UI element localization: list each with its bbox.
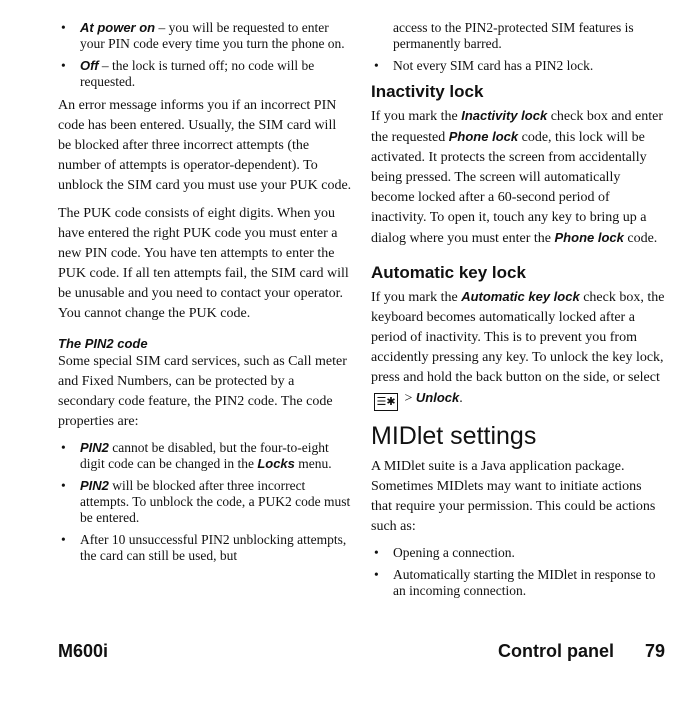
paragraph-text: code, this lock will be activated. It protects the screen from accidentally being pressed. The screen will automatically become locked after a 60-second period of inactivity. To open it, touch any key to bring up a dialog where you must enter the xyxy=(371,130,647,246)
paragraph-text: If you mark the xyxy=(371,109,462,124)
automatic-key-lock-term: Automatic key lock xyxy=(461,289,580,304)
midlet-paragraph: A MIDlet suite is a Java application package. Sometimes MIDlets may want to initiate actions that require your permission. This could be actions such as: xyxy=(371,459,656,534)
list-item xyxy=(58,440,352,472)
puk-paragraph: The PUK code consists of eight digits. When you have entered the right PUK code you must enter a new PIN code. You have ten attempts to enter the PUK code. If all ten attempts fail, the SIM card will be unusable and you need to contact your operator. You cannot change the PUK code. xyxy=(58,206,349,321)
footer-section: Control panel xyxy=(498,641,614,661)
option-term: Off xyxy=(80,58,99,73)
pin2-continued-list xyxy=(371,58,665,74)
pin2-properties-list xyxy=(58,440,352,564)
automatic-key-lock-paragraph xyxy=(371,287,665,411)
left-column xyxy=(58,20,352,570)
list-item xyxy=(58,532,352,564)
phone-lock-term: Phone lock xyxy=(448,129,519,144)
automatic-key-lock-heading: Automatic key lock xyxy=(371,263,526,282)
list-item-text: will be blocked after three incorrect attempts. To unblock the code, a PUK2 code must be entered. xyxy=(80,478,351,525)
list-item-text: cannot be disabled, but the four-to-eight digit code can be changed in the xyxy=(80,440,329,471)
pin2-term: PIN2 xyxy=(80,478,109,493)
inactivity-lock-term: Inactivity lock xyxy=(461,108,548,123)
list-item xyxy=(58,58,352,90)
menu-icon: ☰✱ xyxy=(374,393,398,411)
paragraph-text: check box and enter the requested xyxy=(371,109,664,145)
list-item: • Opening a connection. xyxy=(371,545,665,561)
midlet-actions-list xyxy=(371,545,665,599)
paragraph-text: code. xyxy=(623,231,658,246)
option-text: – you will be requested to enter your PIN code every time you turn the phone on. xyxy=(80,20,345,51)
paragraph-text: If you mark the xyxy=(371,290,462,305)
inactivity-lock-heading: Inactivity lock xyxy=(371,82,484,101)
list-item-text: After 10 unsuccessful PIN2 unblocking attempts, the card can still be used, but xyxy=(80,532,347,563)
page-number: 79 xyxy=(645,641,666,661)
list-item xyxy=(58,478,352,526)
pin-lock-options-list xyxy=(58,20,352,90)
option-text: – the lock is turned off; no code will be requested. xyxy=(80,58,315,89)
pin2-heading: The PIN2 code xyxy=(58,336,148,351)
pin-error-paragraph: An error message informs you if an incorrect PIN code has been entered. Usually, the SIM card will be blocked after three incorrect attempts (the number of attempts is operator-dependent). To unblock the SIM card you must use your PUK code. xyxy=(58,98,352,193)
pin2-term: PIN2 xyxy=(80,440,109,455)
list-item-text: menu. xyxy=(294,456,332,471)
list-item: • Not every SIM card has a PIN2 lock. xyxy=(371,58,665,74)
right-column xyxy=(371,20,665,605)
unlock-term: Unlock xyxy=(415,390,460,405)
list-item xyxy=(58,20,352,52)
footer-model: M600i xyxy=(58,641,109,661)
pin2-paragraph: Some special SIM card services, such as Call meter and Fixed Numbers, can be protected by a secondary code feature, the PIN2 code. The code properties are: xyxy=(58,354,347,429)
inactivity-lock-paragraph xyxy=(371,106,665,249)
list-item: • Automatically starting the MIDlet in response to an incoming connection. xyxy=(371,567,665,599)
midlet-settings-heading: MIDlet settings xyxy=(371,422,537,450)
locks-term: Locks xyxy=(257,456,295,471)
phone-lock-term: Phone lock xyxy=(554,230,624,245)
paragraph-text: check box, the keyboard becomes automatically locked after a period of inactivity. This is to prevent you from accidently pressing any key. To unlock the key lock, press and hold the back button on the side, or select xyxy=(371,290,665,385)
continued-bullet-text: access to the PIN2-protected SIM features is permanently barred. xyxy=(393,20,634,51)
paragraph-text: > xyxy=(401,391,416,406)
paragraph-text: . xyxy=(459,391,463,406)
option-term: At power on xyxy=(80,20,156,35)
